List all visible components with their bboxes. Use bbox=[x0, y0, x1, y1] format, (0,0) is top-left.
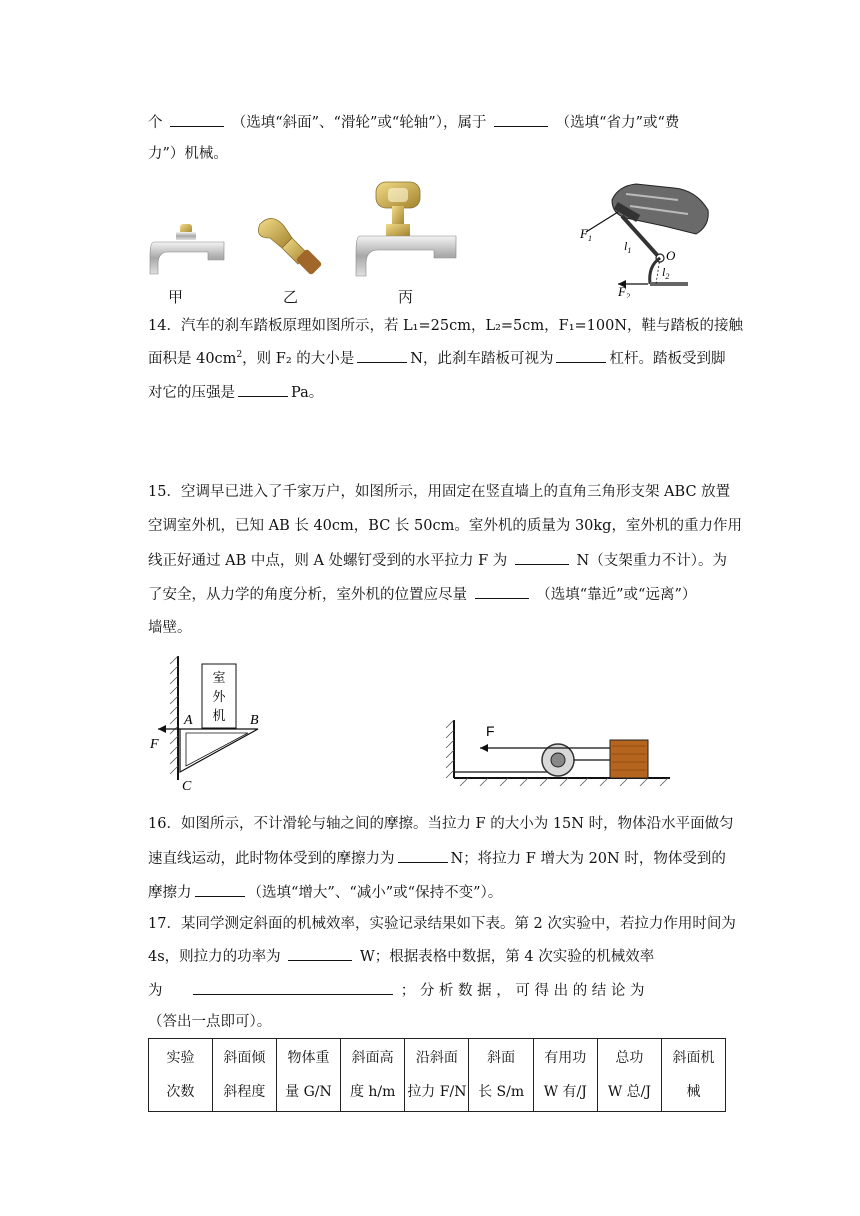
answer-blank[interactable] bbox=[238, 382, 288, 397]
svg-text:A: A bbox=[184, 713, 193, 728]
q15-line-2: 空调室外机，已知 AB 长 40cm，BC 长 50cm。室外机的质量为 30kg，室外机的重力作用 bbox=[148, 518, 742, 534]
q16-line-1: 16．如图所示，不计滑轮与轴之间的摩擦。当拉力 F 的大小为 15N 时，物体沿水平面做匀 bbox=[148, 816, 734, 832]
svg-text:外: 外 bbox=[212, 690, 226, 705]
svg-text:l1: $l_1$ bbox=[624, 239, 632, 255]
svg-text:B: B bbox=[250, 713, 259, 728]
brake-pedal-figure bbox=[578, 180, 714, 298]
q14-line-2: 面积是 $40cm^2$，则 F₂ 的大小是 N，此刹车踏板可视为 杠杆。踏板受到脚 bbox=[148, 348, 725, 369]
table-header-cell: 沿斜面 拉力 F/N bbox=[405, 1039, 469, 1112]
ac-bracket-figure bbox=[146, 656, 276, 794]
answer-blank[interactable] bbox=[170, 112, 224, 127]
q17-line-1: 17．某同学测定斜面的机械效率，实验记录结果如下表。第 2 次实验中，若拉力作用时间为 bbox=[148, 916, 736, 932]
svg-text:F: F bbox=[486, 723, 495, 739]
svg-text:l2: $l_2$ bbox=[662, 265, 670, 281]
svg-text:O: O bbox=[666, 248, 676, 263]
experiment-table bbox=[148, 1038, 726, 1112]
table-header-cell: 斜面高 度 h/m bbox=[341, 1039, 405, 1112]
q13-line-1: 个 （选填“斜面”、“滑轮”或“轮轴”），属于 （选填“省力”或“费 bbox=[148, 112, 679, 133]
faucet-label-yi: 乙 bbox=[283, 288, 299, 306]
answer-blank[interactable] bbox=[494, 112, 548, 127]
faucet-key-figure-yi bbox=[252, 212, 328, 282]
q15-line-5: 墙壁。 bbox=[148, 620, 192, 636]
answer-blank[interactable] bbox=[398, 848, 448, 863]
table-header-cell: 物体重 量 G/N bbox=[276, 1039, 340, 1112]
q14-line-3: 对它的压强是 Pa。 bbox=[148, 382, 323, 403]
q16-line-3: 摩擦力 （选填“增大”、“减小”或“保持不变”）。 bbox=[148, 882, 502, 903]
table-header-cell: 斜面倾 斜程度 bbox=[212, 1039, 276, 1112]
faucet-label-jia: 甲 bbox=[168, 288, 184, 306]
q14-line-1: 14．汽车的刹车踏板原理如图所示，若 L₁=25cm，L₂=5cm，F₁=100N，鞋与踏板的接触 bbox=[148, 318, 744, 334]
faucet-figure-jia bbox=[148, 220, 230, 278]
svg-text:F: F bbox=[150, 737, 159, 752]
table-header-cell: 斜面 长 S/m bbox=[469, 1039, 533, 1112]
q15-line-1: 15．空调早已进入了千家万户，如图所示，用固定在竖直墙上的直角三角形支架 ABC 放置 bbox=[148, 484, 731, 500]
table-header-row bbox=[149, 1039, 726, 1112]
svg-text:室: 室 bbox=[212, 671, 226, 686]
q17-line-3: 为 ； 分 析 数 据 ， 可 得 出 的 结 论 为 bbox=[148, 980, 645, 1001]
answer-blank[interactable] bbox=[357, 348, 407, 363]
answer-blank[interactable] bbox=[195, 882, 245, 897]
answer-blank[interactable] bbox=[556, 348, 606, 363]
q15-line-4: 了安全，从力学的角度分析，室外机的位置应尽量 （选填“靠近”或“远离”） bbox=[148, 584, 696, 605]
faucet-label-bing: 丙 bbox=[398, 288, 414, 306]
answer-blank[interactable] bbox=[288, 946, 352, 961]
answer-blank[interactable] bbox=[515, 550, 569, 565]
q16-line-2: 速直线运动，此时物体受到的摩擦力为 N；将拉力 F 增大为 20N 时，物体受到的 bbox=[148, 848, 726, 869]
table-header-cell: 总功 W 总/J bbox=[597, 1039, 661, 1112]
svg-text:C: C bbox=[182, 779, 192, 794]
q17-line-2: 4s，则拉力的功率为 W；根据表格中数据，第 4 次实验的机械效率 bbox=[148, 946, 654, 967]
svg-text:机: 机 bbox=[212, 709, 226, 724]
answer-blank[interactable] bbox=[193, 980, 393, 995]
faucet-figure-bing bbox=[352, 180, 460, 280]
svg-text:F1: $F_1$ bbox=[580, 226, 592, 243]
q13-line-2: 力”）机械。 bbox=[148, 146, 228, 162]
pulley-figure bbox=[440, 720, 674, 792]
table-header-cell: 有用功 W 有/J bbox=[533, 1039, 597, 1112]
table-header-cell: 斜面机 械 bbox=[661, 1039, 725, 1112]
table-header-cell: 实验 次数 bbox=[149, 1039, 213, 1112]
answer-blank[interactable] bbox=[475, 584, 529, 599]
q17-line-4: （答出一点即可）。 bbox=[148, 1014, 272, 1030]
svg-text:F2: $F_2$ bbox=[618, 284, 630, 298]
q15-line-3: 线正好通过 AB 中点，则 A 处螺钉受到的水平拉力 F 为 N（支架重力不计）。为 bbox=[148, 550, 727, 571]
